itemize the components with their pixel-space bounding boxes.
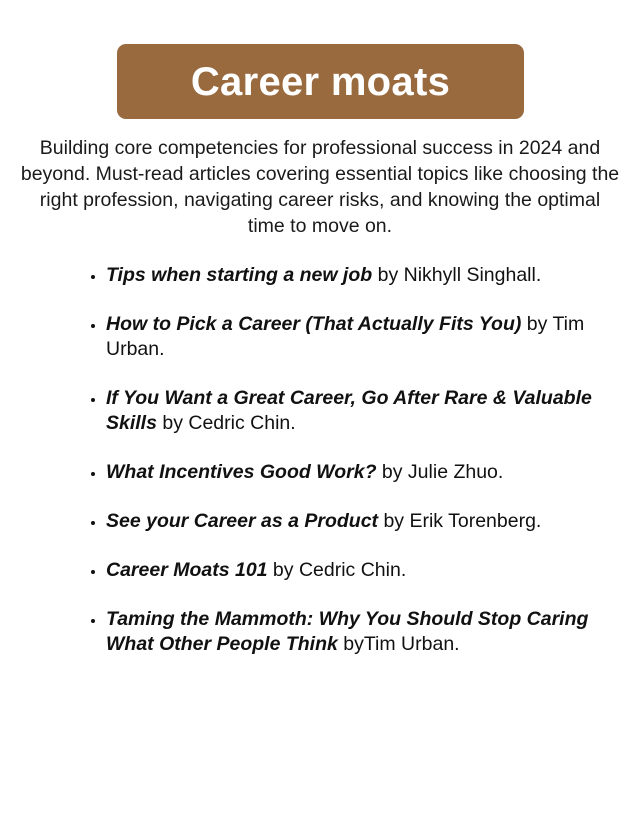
article-title[interactable]: Tips when starting a new job [106,264,373,286]
article-title[interactable]: Taming the Mammoth: Why You Should Stop Caring What Other People Think [106,608,589,655]
article-byline: by Cedric Chin. [267,559,407,581]
title-banner [117,44,524,119]
article-byline: by Nikhyll Singhall. [372,264,542,286]
article-title[interactable]: Career Moats 101 [106,559,268,581]
article-list [84,263,606,681]
intro-paragraph: Building core competencies for professional success in 2024 and beyond. Must-read articles covering essential topics like choosing the right profession, navigating career risks, and knowing the optimal time to move on. [20,137,620,237]
article-title[interactable]: How to Pick a Career (That Actually Fits You) [106,313,522,335]
article-byline: by Julie Zhuo. [376,461,504,483]
list-item [106,509,606,534]
list-item [106,312,606,362]
article-byline: by Tim Urban. [106,313,585,360]
article-title[interactable]: What Incentives Good Work? [106,461,377,483]
article-title[interactable]: See your Career as a Product [106,510,379,532]
list-item [106,607,606,657]
article-byline: byTim Urban. [337,633,460,655]
list-item [106,460,606,485]
page-title: Career moats [190,59,451,104]
article-title[interactable]: If You Want a Great Career, Go After Rare & Valuable Skills [106,387,592,434]
list-item [106,558,606,583]
article-byline: by Cedric Chin. [156,412,296,434]
list-item [106,263,606,288]
article-byline: by Erik Torenberg. [378,510,542,532]
list-item [106,386,606,436]
